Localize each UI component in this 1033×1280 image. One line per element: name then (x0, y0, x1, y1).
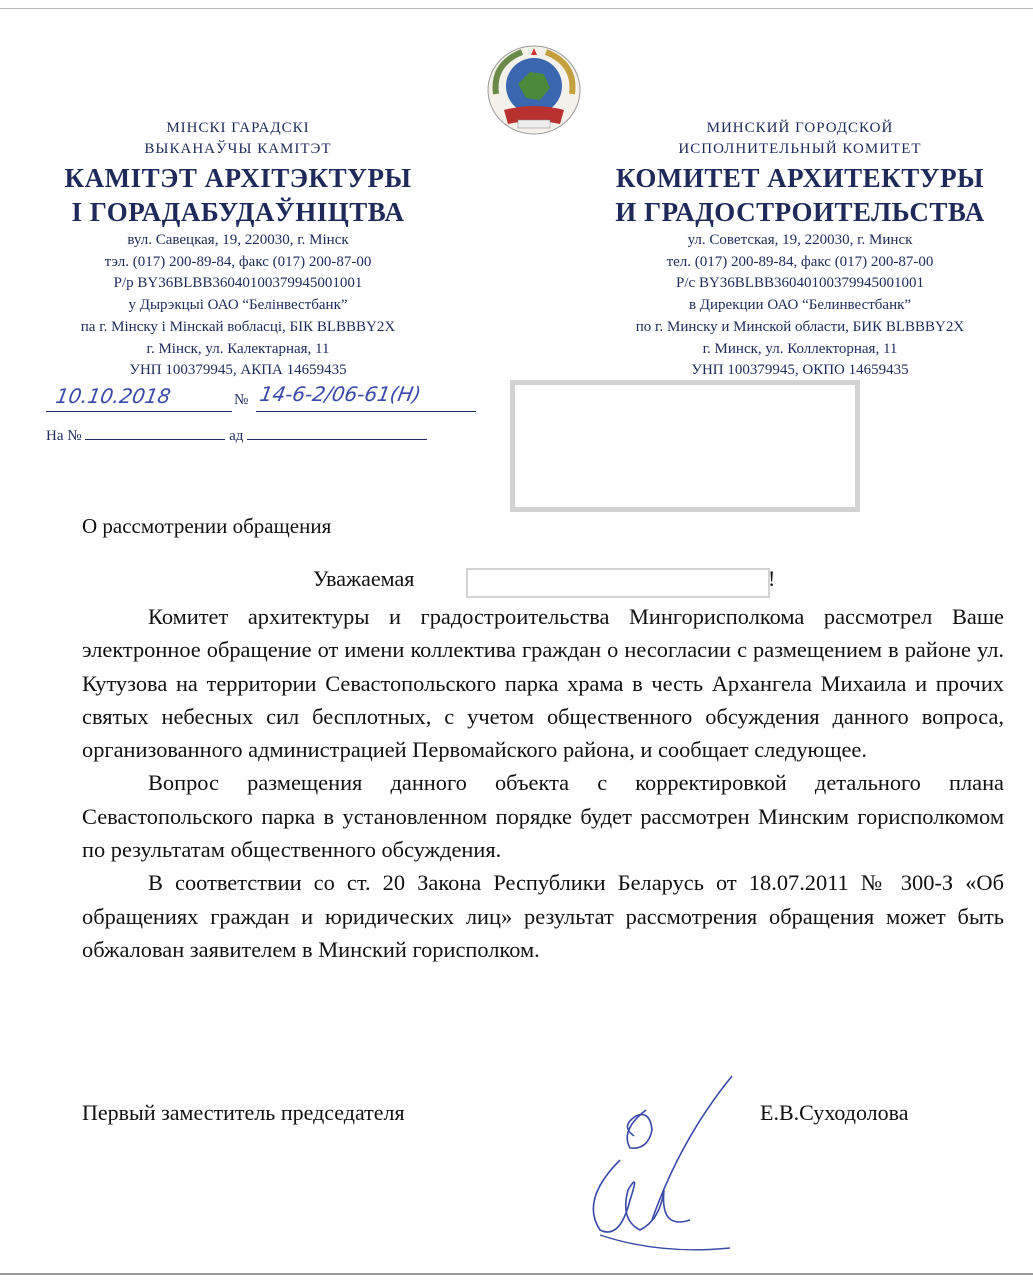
signatory-name: Е.В.Суходолова (760, 1100, 909, 1125)
address-line: г. Минск, ул. Коллекторная, 11 (702, 340, 898, 357)
paragraph: Комитет архитектуры и градостроительства Мингорисполкома рассмотрел Ваше электронное обращение от имени коллектива граждан о несогласии с размещением в районе ул. Кутузова на территории Севастопольского парка храма в честь Архангела Михаила и прочих святых небесных сил бесплотных, с учетом общественного обсуждения данного вопроса, организованного администрацией Первомайского района, и сообщает следующее. (82, 604, 1004, 763)
address-line: Р/с BY36BLBB36040100379945001001 (676, 275, 924, 292)
address-block (0, 230, 478, 382)
number-underline (256, 411, 476, 412)
org-line: МІНСКІ ГАРАДСКІ (166, 120, 310, 136)
handwritten-date: 10.10.2018 (53, 384, 173, 408)
redacted-addressee (510, 380, 860, 512)
address-line: в Дирекции ОАО “Белинвестбанк” (688, 297, 912, 314)
greeting: Уважаемая (313, 566, 415, 591)
page-bottom-border (0, 1273, 1033, 1275)
paragraph: Вопрос размещения данного объекта с корректировкой детального плана Севастопольского парка в установленном порядке будет рассмотрен Минским горисполкомом по результатам общественного обсуждения. (82, 770, 1004, 863)
address-line: ул. Советская, 19, 220030, г. Минск (687, 232, 913, 248)
address-line: Р/р BY36BLBB36040100379945001001 (113, 275, 363, 292)
committee-title: И ГРАДОСТРОИТЕЛЬСТВА (615, 197, 985, 227)
date-underline (46, 411, 232, 412)
letterhead-russian (560, 118, 1033, 382)
committee-title: КОМИТЕТ АРХИТЕКТУРЫ (615, 163, 985, 193)
registration-line (46, 384, 486, 414)
ref-from-label: ад (229, 428, 244, 444)
address-line: па г. Мінску і Мінскай вобласці, БІК BLBBBY2X (80, 318, 396, 335)
address-block (560, 230, 1033, 382)
org-line: ВЫКАНАЎЧЫ КАМІТЭТ (144, 141, 332, 157)
address-line: тел. (017) 200-89-84, факс (017) 200-87-00 (666, 253, 934, 270)
committee-title: І ГОРАДАБУДАЎНІЦТВА (71, 197, 405, 227)
signatory-role: Первый заместитель председателя (82, 1100, 405, 1125)
letterhead-belarusian (0, 118, 478, 382)
greeting-end: ! (768, 566, 776, 591)
reference-line (46, 428, 446, 448)
address-line: вул. Савецкая, 19, 220030, г. Мінск (127, 232, 349, 248)
redacted-name (466, 568, 770, 598)
ref-underline (85, 439, 225, 440)
paragraph: В соответствии со ст. 20 Закона Республики Беларусь от 18.07.2011 № 300-З «Об обращениях граждан и юридических лиц» результат рассмотрения обращения может быть обжалован заявителем в Минский горисполком. (82, 870, 1004, 962)
committee-title: КАМІТЭТ АРХІТЭКТУРЫ (64, 163, 412, 193)
page-top-border (0, 8, 1033, 9)
handwritten-signature (560, 1070, 760, 1260)
number-label: № (234, 392, 249, 408)
handwritten-number: 14-6-2/06-61(H) (257, 382, 423, 406)
letter-body (82, 600, 1004, 966)
address-line: у Дырэкцыі ОАО “Белінвестбанк” (128, 297, 348, 314)
ref-label: На № (46, 428, 82, 444)
address-line: УНП 100379945, АКПА 14659435 (129, 362, 347, 379)
ref-from-underline (247, 439, 427, 440)
address-line: УНП 100379945, ОКПО 14659435 (691, 362, 909, 379)
address-line: тэл. (017) 200-89-84, факс (017) 200-87-00 (104, 253, 372, 270)
org-line: ИСПОЛНИТЕЛЬНЫЙ КОМИТЕТ (678, 141, 922, 157)
address-line: г. Мінск, ул. Калектарная, 11 (146, 340, 330, 357)
letter-subject: О рассмотрении обращения (82, 514, 332, 538)
address-line: по г. Минску и Минской области, БИК BLBBBY2X (635, 318, 965, 335)
org-line: МИНСКИЙ ГОРОДСКОЙ (706, 120, 894, 136)
